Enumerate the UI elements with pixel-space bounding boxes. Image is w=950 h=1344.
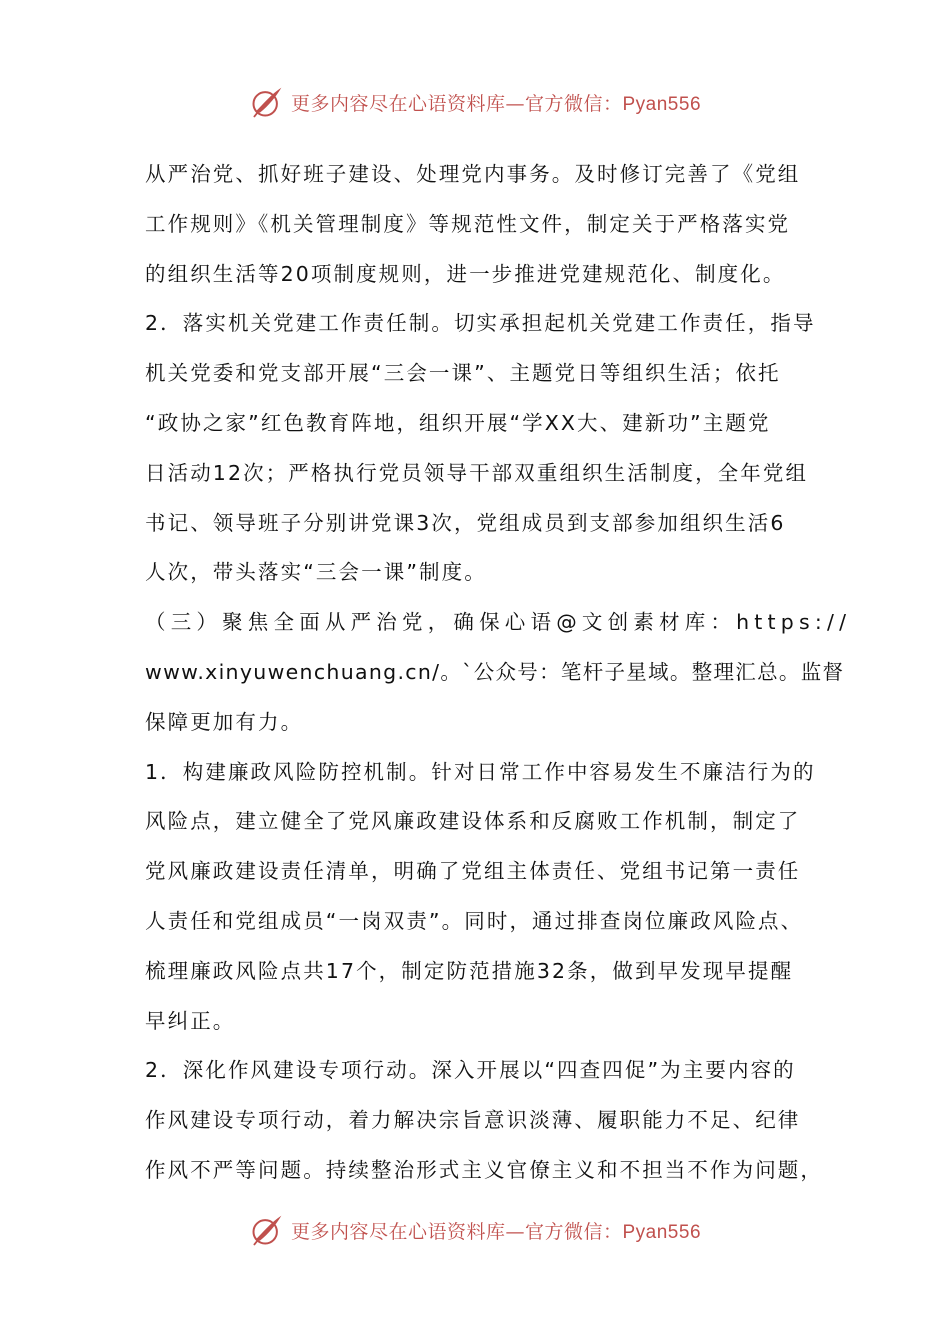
section-heading: （三）聚焦全面从严治党，确保心语@文创素材库：https:// bbox=[145, 610, 852, 635]
body-line: 人次，带头落实“三会一课”制度。 bbox=[145, 560, 487, 585]
body-line: 从严治党、抓好班子建设、处理党内事务。及时修订完善了《党组 bbox=[145, 162, 801, 186]
body-line: 保障更加有力。 bbox=[145, 709, 304, 734]
body-line: 日活动12次；严格执行党员领导干部双重组织生活制度，全年党组 bbox=[145, 460, 809, 485]
body-line: 1．构建廉政风险防控机制。针对日常工作中容易发生不廉洁行为的 bbox=[145, 759, 816, 784]
banner-text: 更多内容尽在心语资料库—官方微信：Pyan556 bbox=[290, 92, 702, 115]
quill-pen-logo-icon bbox=[249, 1212, 285, 1248]
body-line: 人责任和党组成员“一岗双责”。同时，通过排查岗位廉政风险点、 bbox=[145, 908, 804, 933]
banner-handle: Pyan556 bbox=[622, 1221, 702, 1243]
body-line: 工作规则》《机关管理制度》等规范性文件，制定关于严格落实党 bbox=[145, 211, 791, 236]
header-banner bbox=[0, 80, 950, 124]
body-line: 机关党委和党支部开展“三会一课”、主题党日等组织生活；依托 bbox=[145, 361, 781, 386]
quill-pen-logo-icon bbox=[249, 84, 285, 120]
body-line: 作风不严等问题。持续整治形式主义官僚主义和不担当不作为问题， bbox=[145, 1157, 823, 1182]
body-line: 风险点，建立健全了党风廉政建设体系和反腐败工作机制，制定了 bbox=[145, 809, 801, 834]
body-line: 2．落实机关党建工作责任制。切实承担起机关党建工作责任，指导 bbox=[145, 311, 816, 336]
document-body bbox=[145, 150, 852, 1196]
body-line: 的组织生活等20项制度规则，进一步推进党建规范化、制度化。 bbox=[145, 261, 786, 286]
body-line: 早纠正。 bbox=[145, 1008, 236, 1033]
body-line: 作风建设专项行动，着力解决宗旨意识淡薄、履职能力不足、纪律 bbox=[145, 1108, 801, 1133]
body-line: 梳理廉政风险点共17个，制定防范措施32条，做到早发现早提醒 bbox=[145, 958, 794, 983]
banner-text: 更多内容尽在心语资料库—官方微信：Pyan556 bbox=[290, 1220, 702, 1243]
body-line: www.xinyuwenchuang.cn/。`公众号：笔杆子星域。整理汇总。监督 bbox=[145, 659, 845, 684]
body-line: 党风廉政建设责任清单，明确了党组主体责任、党组书记第一责任 bbox=[145, 859, 801, 884]
body-line: 2．深化作风建设专项行动。深入开展以“四查四促”为主要内容的 bbox=[145, 1058, 796, 1083]
footer-banner bbox=[0, 1208, 950, 1252]
body-line: 书记、领导班子分别讲党课3次，党组成员到支部参加组织生活6 bbox=[145, 510, 786, 535]
body-line: “政协之家”红色教育阵地，组织开展“学XX大、建新功”主题党 bbox=[145, 410, 771, 435]
banner-handle: Pyan556 bbox=[622, 93, 702, 115]
